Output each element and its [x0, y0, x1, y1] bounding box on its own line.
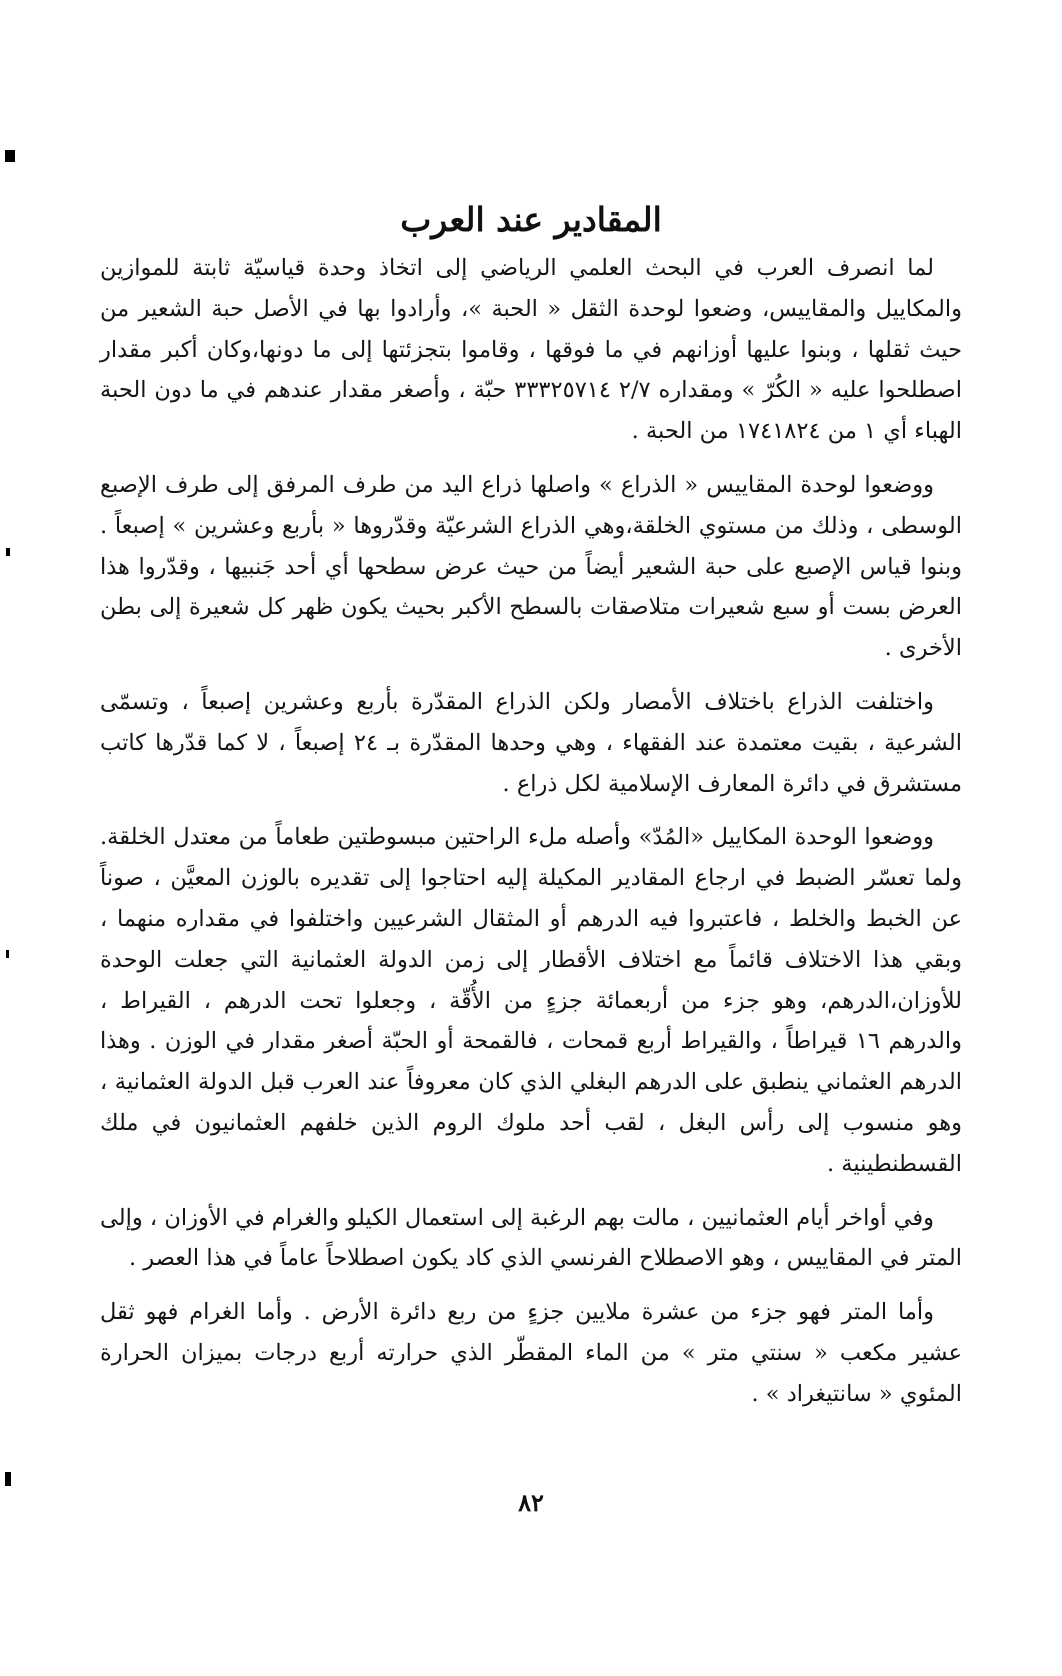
paragraph-metre-and-gram: وأما المتر فهو جزء من عشرة ملايين جزءٍ من ربع دائرة الأرض . وأما الغرام فهو ثقل عشير مكعب « سنتي متر » من الماء المقطّر الذي حرارته أربع درجات بميزان الحرارة المئوي « سانتيغراد » .	[100, 1299, 962, 1407]
body-text	[100, 248, 962, 1428]
page-title: المقادير عند العرب	[400, 200, 662, 240]
margin-mark-bottom	[5, 1472, 11, 1486]
paragraph-mudd-and-dirham: ووضعوا الوحدة المكاييل «المُدّ» وأصله ملء الراحتين مبسوطتين طعاماً من معتدل الخلقة. ولما تعسّر الضبط في ارجاع المقادير المكيلة إليه احتاجوا إلى تقديره بالوزن المعيَّن ، صوناً عن الخبط والخلط ، فاعتبروا فيه الدرهم أو المثقال الشرعيين واختلفوا في مقداره منهما ، وبقي هذا الاختلاف قائماً مع اختلاف الأقطار إلى زمن الدولة العثمانية التي جعلت الوحدة للأوزان،الدرهم، وهو جزء من أربعمائة جزءٍ من الأُقّة ، وجعلوا تحت الدرهم ، القيراط ، والدرهم ١٦ قيراطاً ، والقيراط أربع قمحات ، فالقمحة أو الحبّة أصغر مقدار في الوزن . وهذا الدرهم العثماني ينطبق على الدرهم البغلي الذي كان معروفاً عند العرب قبل الدولة العثمانية ، وهو منسوب إلى رأس البغل ، لقب أحد ملوك الروم الذين خلفهم العثمانيون في ملك القسطنطينية .	[100, 824, 962, 1177]
margin-mark-lower	[6, 950, 9, 958]
page-number: ٨٢	[518, 1488, 544, 1517]
margin-mark-middle	[6, 548, 10, 556]
paragraph-metric-adoption: وفي أواخر أيام العثمانيين ، مالت بهم الرغبة إلى استعمال الكيلو والغرام في الأوزان ، وإلى المتر في المقاييس ، وهو الاصطلاح الفرنسي الذي كاد يكون اصطلاحاً عاماً في هذا العصر .	[100, 1204, 962, 1272]
paragraph-cubit: ووضعوا لوحدة المقاييس « الذراع » واصلها ذراع اليد من طرف المرفق إلى طرف الإصبع الوسطى ، وذلك من مستوي الخلقة،وهي الذراع الشرعيّة وقدّروها « بأربع وعشرين » إصبعاً . وبنوا قياس الإصبع على حبة الشعير أيضاً من حيث عرض سطحها أي أحد جَنبيها ، وقدّروا هذا العرض بست أو سبع شعيرات متلاصقات بالسطح الأكبر بحيث يكون ظهر كل شعيرة إلى بطن الأخرى .	[100, 471, 962, 662]
paragraph-cubit-variation: واختلفت الذراع باختلاف الأمصار ولكن الذراع المقدّرة بأربع وعشرين إصبعاً ، وتسمّى الشرعية ، بقيت معتمدة عند الفقهاء ، وهي وحدها المقدّرة بـ ٢٤ إصبعاً ، لا كما قدّرها كاتب مستشرق في دائرة المعارف الإسلامية لكل ذراع .	[100, 688, 962, 797]
margin-mark-top	[5, 150, 15, 162]
paragraph-units-of-weight: لما انصرف العرب في البحث العلمي الرياضي إلى اتخاذ وحدة قياسيّة ثابتة للموازين والمكاييل والمقاييس، وضعوا لوحدة الثقل « الحبة »، وأرادوا بها في الأصل حبة الشعير من حيث ثقلها ، وبنوا عليها أوزانهم في ما فوقها ، وقاموا بتجزئتها إلى ما دونها،وكان أكبر مقدار اصطلحوا عليه « الكُرّ » ومقداره ٢/٧ ٣٣٣٢٥٧١٤ حبّة ، وأصغر مقدار عندهم في ما دون الحبة الهباء أي ١ من ١٧٤١٨٢٤ من الحبة .	[100, 255, 962, 445]
